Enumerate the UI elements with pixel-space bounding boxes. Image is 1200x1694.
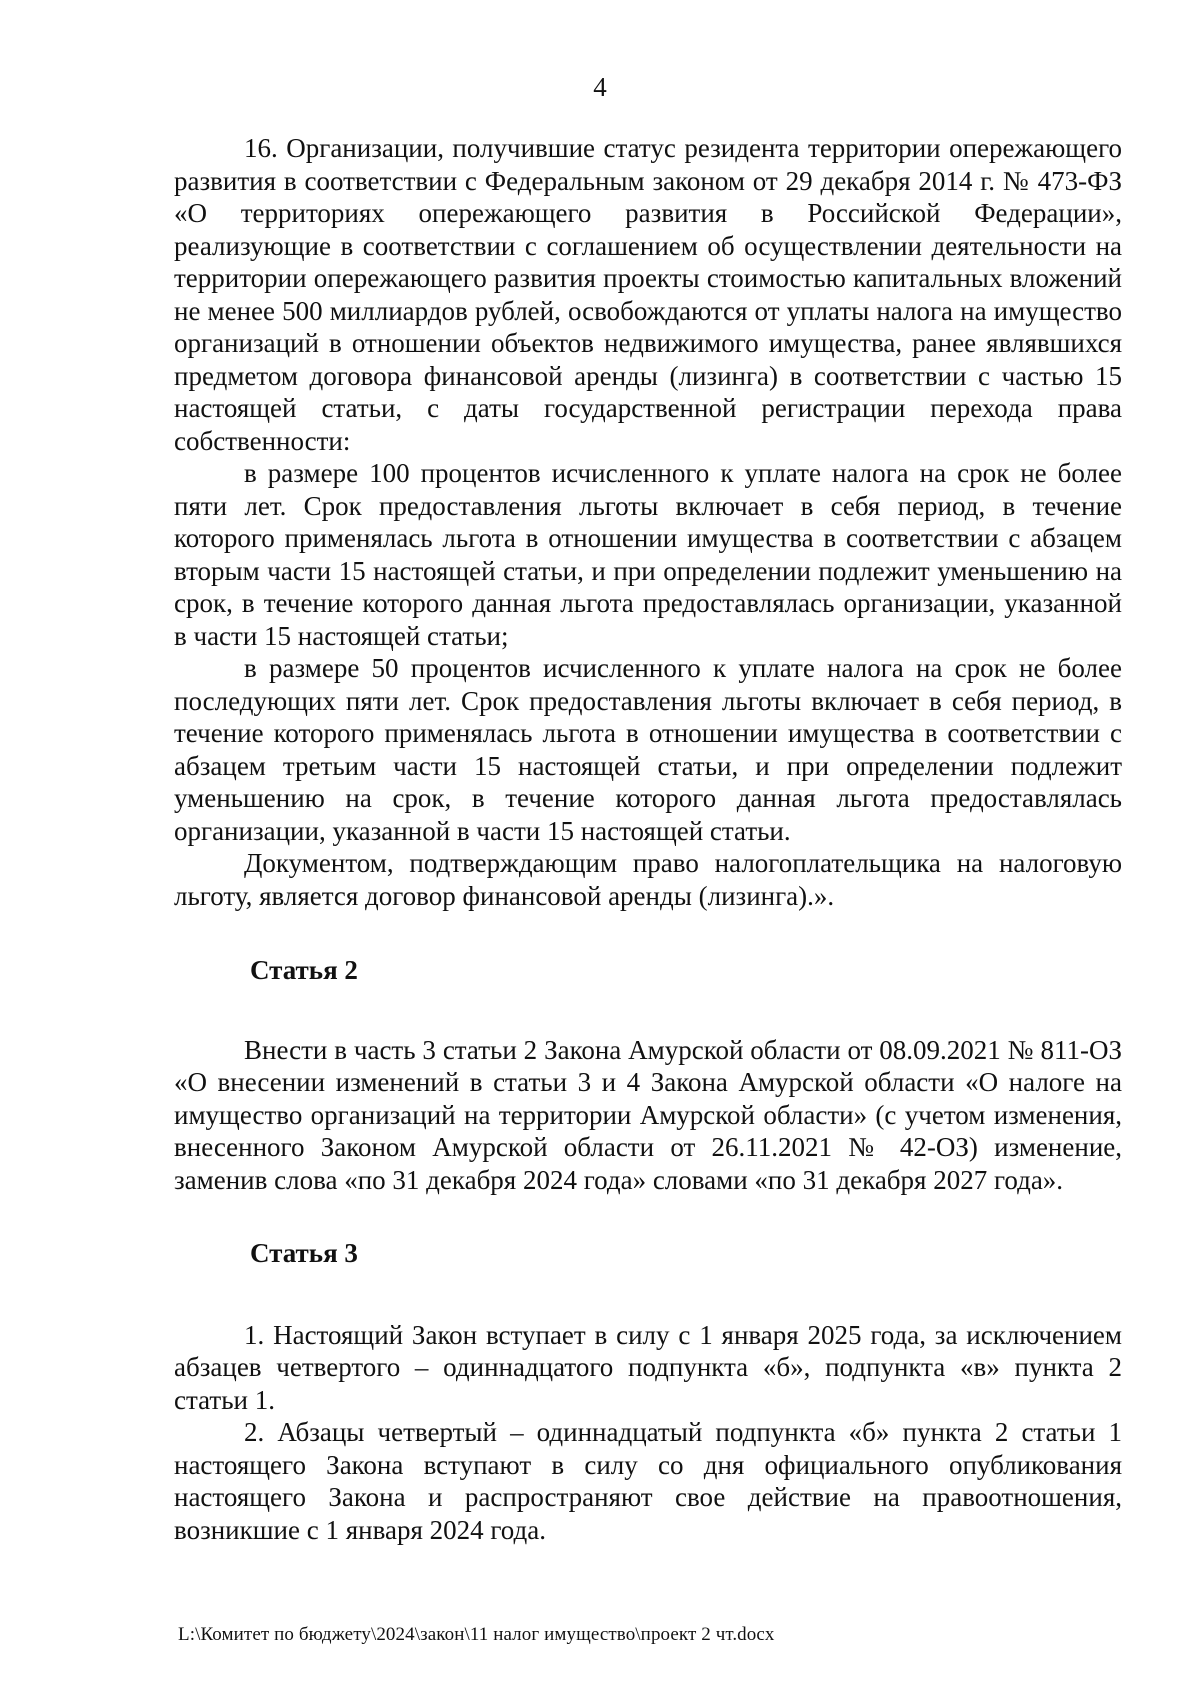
document-body [174,132,1122,1546]
paragraph-16: 16. Организации, получившие статус резидента территории опережающего развития в соответствии с Федеральным законом от 29 декабря 2014 г. № 473-ФЗ «О территориях опережающего развития в Российской Федерации», реализующие в соответствии с соглашением об осуществлении деятельности на территории опережающего развития проекты стоимостью капитальных вложений не менее 500 миллиардов рублей, освобождаются от уплаты налога на имущество организаций в отношении объектов недвижимого имущества, ранее являвшихся предметом договора финансовой аренды (лизинга) в соответствии с частью 15 настоящей статьи, с даты государственной регистрации перехода права собственности: [174,133,1122,456]
article-2-heading: Статья 2 [250,955,358,985]
article-3-heading: Статья 3 [250,1238,358,1268]
paragraph-50-percent: в размере 50 процентов исчисленного к уплате налога на срок не более последующих пяти лет. Срок предоставления льготы включает в себя период, в течение которого применялась льгота в отношении имущества в соответствии с абзацем третьим части 15 настоящей статьи, и при определении подлежит уменьшению на срок, в течение которого данная льгота предоставлялась организации, указанной в части 15 настоящей статьи. [174,653,1122,846]
page-number: 4 [593,72,607,102]
article-3-item-1: 1. Настоящий Закон вступает в силу с 1 января 2025 года, за исключением абзацев четвертого – одиннадцатого подпункта «б», подпункта «в» пункта 2 статьи 1. [174,1319,1122,1415]
article-2-text: Внести в часть 3 статьи 2 Закона Амурской области от 08.09.2021 № 811-ОЗ «О внесении изменений в статьи 3 и 4 Закона Амурской области «О налоге на имущество организаций на территории Амурской области» (с учетом изменения, внесенного Законом Амурской области от 26.11.2021 № 42-ОЗ) изменение, заменив слова «по 31 декабря 2024 года» словами «по 31 декабря 2027 года». [174,1034,1122,1195]
paragraph-document-proof: Документом, подтверждающим право налогоплательщика на налоговую льготу, является договор финансовой аренды (лизинга).». [174,848,1122,911]
footer-file-path: L:\Комитет по бюджету\2024\закон\11 налог имущество\проект 2 чт.docx [178,1624,775,1645]
paragraph-100-percent: в размере 100 процентов исчисленного к уплате налога на срок не более пяти лет. Срок предоставления льготы включает в себя период, в течение которого применялась льгота в отношении имущества в соответствии с абзацем вторым части 15 настоящей статьи, и при определении подлежит уменьшению на срок, в течение которого данная льгота предоставлялась организации, указанной в части 15 настоящей статьи; [174,458,1122,651]
article-3-item-2: 2. Абзацы четвертый – одиннадцатый подпункта «б» пункта 2 статьи 1 настоящего Закона вступают в силу со дня официального опубликования настоящего Закона и распространяют свое действие на правоотношения, возникшие с 1 января 2024 года. [174,1417,1122,1545]
